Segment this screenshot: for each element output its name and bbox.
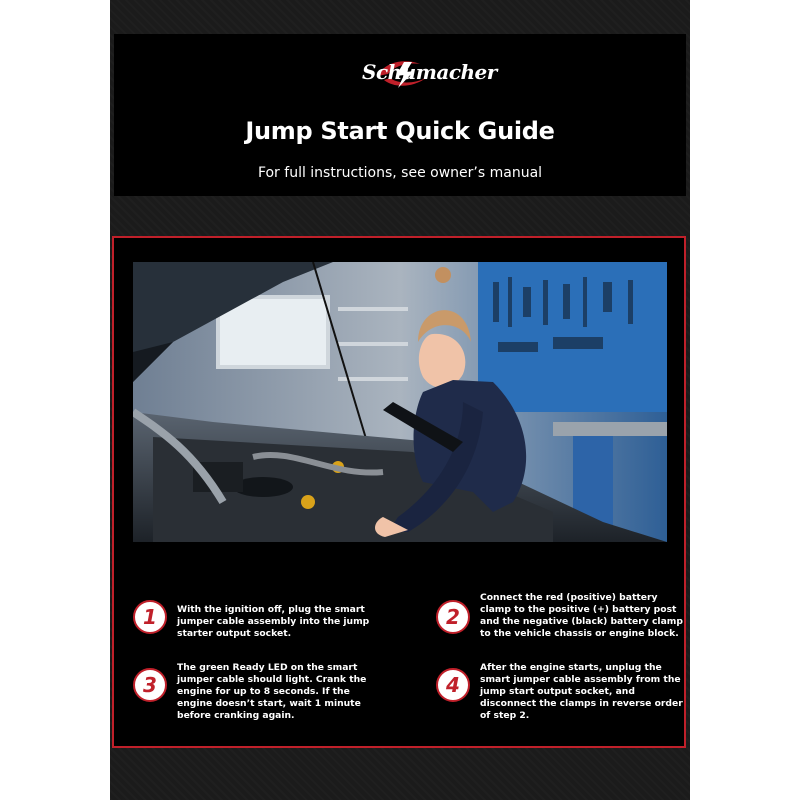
header-band: [114, 34, 686, 196]
step-number-1: 1: [133, 600, 167, 634]
page-subtitle: For full instructions, see owner’s manual: [257, 165, 543, 181]
step-text-3: The green Ready LED on the smart jumper cable should light. Crank the engine for up to 8 seconds. If the engine doesn’t start, wait 1 minute before cranking again.: [177, 662, 367, 721]
step-number-2: 2: [436, 600, 470, 634]
instructions-panel: [112, 236, 686, 748]
step-text-1: With the ignition off, plug the smart jumper cable assembly into the jump starter output socket.: [177, 604, 370, 639]
guide-page: [110, 0, 690, 800]
brand-name: Schumacher: [362, 60, 497, 84]
step-number-4: 4: [436, 668, 470, 702]
brand-logo: [304, 54, 504, 94]
step-number-3: 3: [133, 668, 167, 702]
step-text-2: Connect the red (positive) battery clamp to the positive (+) battery post and the negative (black) battery clamp to the vehicle chassis or engine block.: [480, 592, 683, 639]
steps-list: [114, 238, 684, 746]
step-text-4: After the engine starts, unplug the smart jumper cable assembly from the jump start output socket, and disconnect the clamps in reverse order of step 2.: [480, 662, 683, 721]
page-title: Jump Start Quick Guide: [245, 117, 555, 145]
